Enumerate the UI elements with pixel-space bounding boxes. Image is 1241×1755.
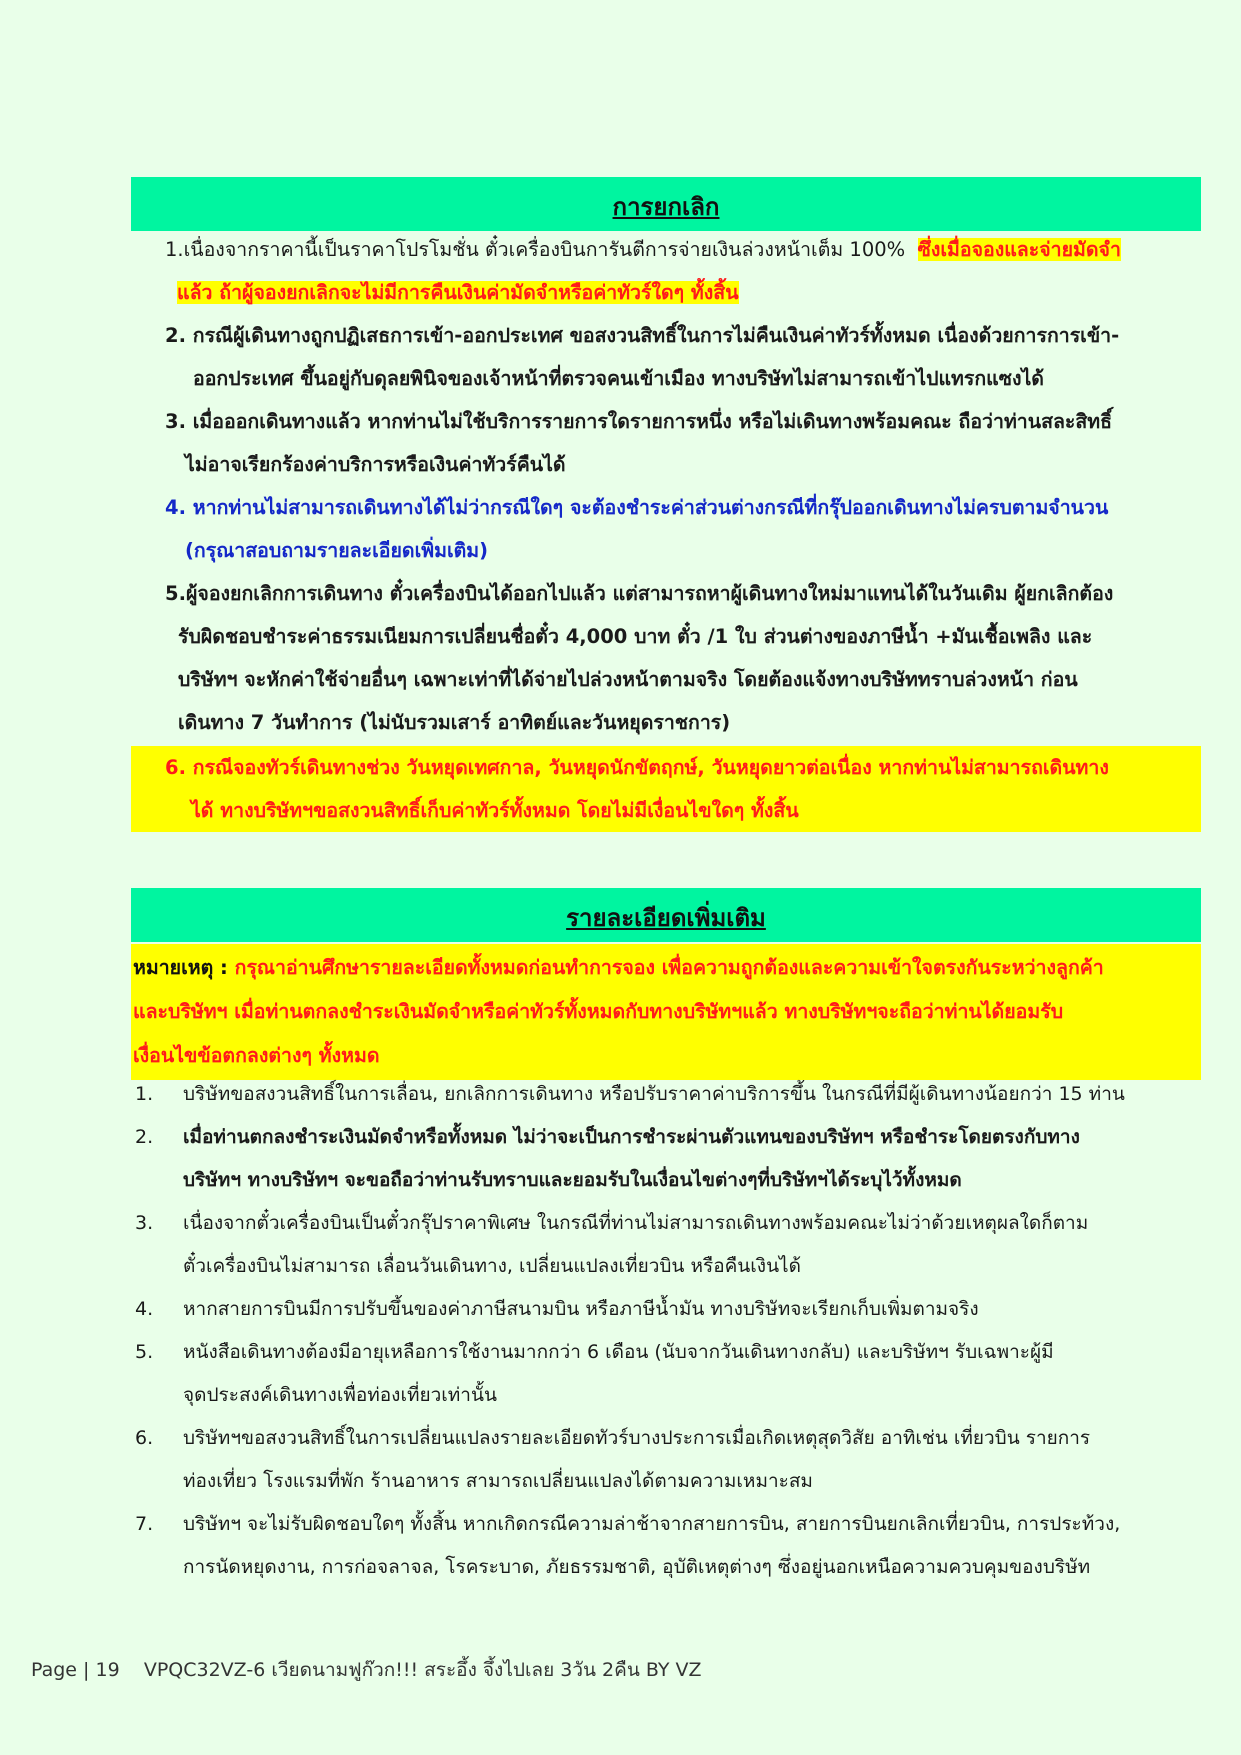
cancel-5-line-2: รับผิดชอบชำระค่าธรรมเนียมการเปลี่ยนชื่อตั๋ว 4,000 บาท ตั๋ว /1 ใบ ส่วนต่างของภาษีน้ำ +มันเชื้อเพลิง และ — [178, 625, 1093, 648]
list-item-line: จุดประสงค์เดินทางเพื่อท่องเที่ยวเท่านั้น — [183, 1384, 497, 1406]
list-item — [131, 1417, 1201, 1503]
page-footer — [31, 1655, 702, 1685]
details-list — [131, 1073, 1201, 1589]
list-item-number: 6. — [135, 1427, 154, 1449]
note-line-3: เงื่อนไขข้อตกลงต่างๆ ทั้งหมด — [133, 1044, 380, 1067]
details-title: รายละเอียดเพิ่มเติม — [566, 904, 766, 932]
list-item-line: บริษัทฯ จะไม่รับผิดชอบใดๆ ทั้งสิ้น หากเกิดกรณีความล่าช้าจากสายการบิน, สายการบินยกเลิกเที่ยวบิน, การประท้วง, — [183, 1513, 1121, 1535]
cancellation-title: การยกเลิก — [612, 193, 720, 221]
cancel-4-line-2: (กรุณาสอบถามรายละเอียดเพิ่มเติม) — [185, 539, 489, 562]
cancel-4-line-1: 4. หากท่านไม่สามารถเดินทางได้ไม่ว่ากรณีใดๆ จะต้องชำระค่าส่วนต่างกรณีที่กรุ๊ปออกเดินทางไม่ครบตามจำนวน — [165, 496, 1109, 519]
cancel-5-line-4: เดินทาง 7 วันทำการ (ไม่นับรวมเสาร์ อาทิตย์และวันหยุดราชการ) — [178, 711, 731, 734]
cancellation-item-5 — [131, 572, 1201, 744]
cancel-1-text: 1.เนื่องจากราคานี้เป็นราคาโปรโมชั่น ตั๋วเครื่องบินการันตีการจ่ายเงินล่วงหน้าเต็ม 100% — [165, 238, 906, 261]
cancel-1-highlight-cont: แล้ว ถ้าผู้จองยกเลิกจะไม่มีการคืนเงินค่ามัดจำหรือค่าทัวร์ใดๆ ทั้งสิ้น — [177, 281, 739, 304]
list-item-line: ท่องเที่ยว โรงแรมที่พัก ร้านอาหาร สามารถเปลี่ยนแปลงได้ตามความเหมาะสม — [183, 1470, 813, 1492]
list-item-line: การนัดหยุดงาน, การก่อจลาจล, โรคระบาด, ภัยธรรมชาติ, อุบัติเหตุต่างๆ ซึ่งอยู่นอกเหนือความควบคุมของบริษัท — [183, 1556, 1091, 1578]
list-item — [131, 1202, 1201, 1288]
page-number: Page | 19 — [31, 1659, 120, 1681]
list-item — [131, 1116, 1201, 1202]
cancel-1-highlight: ซึ่งเมื่อจองและจ่ายมัดจำ — [917, 238, 1121, 261]
list-item-line: เมื่อท่านตกลงชำระเงินมัดจำหรือทั้งหมด ไม่ว่าจะเป็นการชำระผ่านตัวแทนของบริษัทฯ หรือชำระโดยตรงกับทาง — [183, 1126, 1080, 1148]
cancel-3-line-1: 3. เมื่อออกเดินทางแล้ว หากท่านไม่ใช้บริการรายการใดรายการหนึ่ง หรือไม่เดินทางพร้อมคณะ ถือว่าท่านสละสิทธิ์ — [165, 410, 1113, 433]
cancel-6-line-2: ได้ ทางบริษัทฯขอสงวนสิทธิ์เก็บค่าทัวร์ทั้งหมด โดยไม่มีเงื่อนไขใดๆ ทั้งสิ้น — [191, 799, 799, 822]
details-note — [131, 944, 1201, 1080]
cancellation-item-1 — [131, 228, 1201, 314]
note-line-2: และบริษัทฯ เมื่อท่านตกลงชำระเงินมัดจำหรือค่าทัวร์ทั้งหมดกับทางบริษัทฯแล้ว ทางบริษัทฯจะถือว่าท่านได้ยอมรับ — [133, 1000, 1064, 1023]
cancel-2-line-2: ออกประเทศ ขึ้นอยู่กับดุลยพินิจของเจ้าหน้าที่ตรวจคนเข้าเมือง ทางบริษัทไม่สามารถเข้าไปแทรกแซงได้ — [193, 367, 1044, 390]
list-item-line: หนังสือเดินทางต้องมีอายุเหลือการใช้งานมากกว่า 6 เดือน (นับจากวันเดินทางกลับ) และบริษัทฯ รับเฉพาะผู้มี — [183, 1341, 1054, 1363]
list-item-number: 4. — [135, 1298, 154, 1320]
note-label: หมายเหตุ : — [133, 956, 228, 979]
cancel-2-line-1: 2. กรณีผู้เดินทางถูกปฏิเสธการเข้า-ออกประเทศ ขอสงวนสิทธิ์ในการไม่คืนเงินค่าทัวร์ทั้งหมด เนื่องด้วยการการเข้า- — [165, 324, 1120, 347]
cancel-6-line-1: 6. กรณีจองทัวร์เดินทางช่วง วันหยุดเทศกาล, วันหยุดนักขัตฤกษ์, วันหยุดยาวต่อเนื่อง หากท่านไม่สามารถเดินทาง — [165, 756, 1109, 779]
list-item — [131, 1073, 1201, 1116]
cancellation-item-6 — [131, 746, 1201, 832]
list-item-line: ตั๋วเครื่องบินไม่สามารถ เลื่อนวันเดินทาง, เปลี่ยนแปลงเที่ยวบิน หรือคืนเงินได้ — [183, 1255, 801, 1277]
cancel-5-line-3: บริษัทฯ จะหักค่าใช้จ่ายอื่นๆ เฉพาะเท่าที่ได้จ่ายไปล่วงหน้าตามจริง โดยต้องแจ้งทางบริษัททราบล่วงหน้า ก่อน — [178, 668, 1078, 691]
list-item-line: หากสายการบินมีการปรับขึ้นของค่าภาษีสนามบิน หรือภาษีน้ำมัน ทางบริษัทจะเรียกเก็บเพิ่มตามจริง — [183, 1298, 979, 1320]
list-item-line: บริษัทฯขอสงวนสิทธิ์ในการเปลี่ยนแปลงรายละเอียดทัวร์บางประการเมื่อเกิดเหตุสุดวิสัย อาทิเช่น เที่ยวบิน รายการ — [183, 1427, 1091, 1449]
cancellation-header — [131, 177, 1201, 231]
list-item-line: เนื่องจากตั๋วเครื่องบินเป็นตั๋วกรุ๊ปราคาพิเศษ ในกรณีที่ท่านไม่สามารถเดินทางพร้อมคณะไม่ว่าด้วยเหตุผลใดก็ตาม — [183, 1212, 1089, 1234]
list-item-number: 7. — [135, 1513, 154, 1535]
cancellation-body — [131, 228, 1201, 832]
details-header — [131, 888, 1201, 942]
list-item-number: 3. — [135, 1212, 154, 1234]
list-item-number: 5. — [135, 1341, 154, 1363]
list-item-line: บริษัทขอสงวนสิทธิ์ในการเลื่อน, ยกเลิกการเดินทาง หรือปรับราคาค่าบริการขึ้น ในกรณีที่มีผู้เดินทางน้อยกว่า 15 ท่าน — [183, 1083, 1125, 1105]
cancel-3-line-2: ไม่อาจเรียกร้องค่าบริการหรือเงินค่าทัวร์คืนได้ — [185, 453, 566, 476]
cancellation-item-2 — [131, 314, 1201, 400]
list-item-number: 2. — [135, 1126, 154, 1148]
list-item — [131, 1503, 1201, 1589]
list-item — [131, 1331, 1201, 1417]
cancellation-item-4 — [131, 486, 1201, 572]
document-title: VPQC32VZ-6 เวียดนามฟูก๊วก!!! สระอึ้ง จึ้งไปเลย 3วัน 2คืน BY VZ — [143, 1659, 702, 1681]
list-item — [131, 1288, 1201, 1331]
list-item-number: 1. — [135, 1083, 154, 1105]
cancellation-item-3 — [131, 400, 1201, 486]
cancel-5-line-1: 5.ผู้จองยกเลิกการเดินทาง ตั๋วเครื่องบินได้ออกไปแล้ว แต่สามารถหาผู้เดินทางใหม่มาแทนได้ในวันเดิม ผู้ยกเลิกต้อง — [165, 582, 1114, 605]
note-line-1: กรุณาอ่านศึกษารายละเอียดทั้งหมดก่อนทำการจอง เพื่อความถูกต้องและความเข้าใจตรงกันระหว่างลูกค้า — [227, 956, 1104, 979]
list-item-line: บริษัทฯ ทางบริษัทฯ จะขอถือว่าท่านรับทราบและยอมรับในเงื่อนไขต่างๆที่บริษัทฯได้ระบุไว้ทั้งหมด — [183, 1169, 962, 1191]
